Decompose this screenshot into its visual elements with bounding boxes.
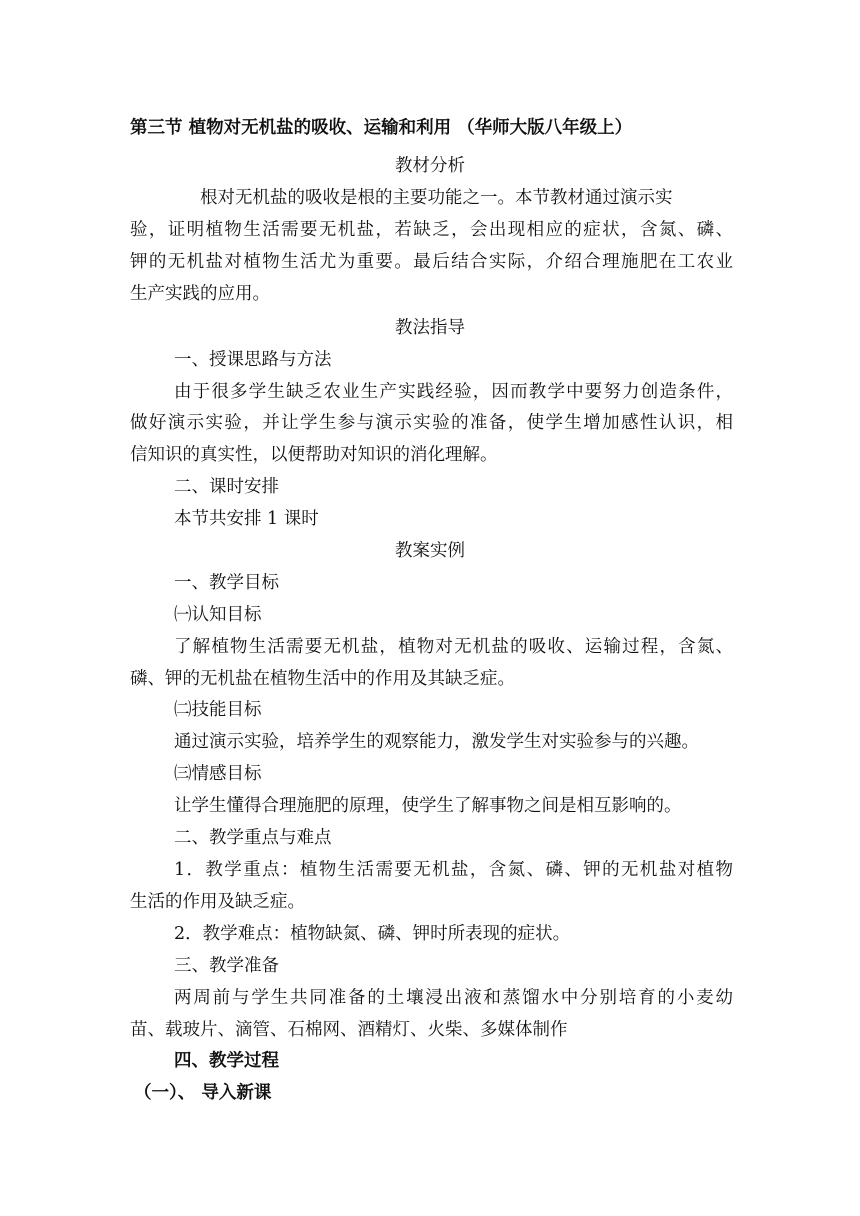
subheading: 三、教学准备 [174, 956, 279, 976]
paragraph-line: 根对无机盐的吸收是根的主要功能之一。本节教材通过演示实 [200, 188, 673, 208]
paragraph-line: 2．教学难点：植物缺氮、磷、钾时所表现的症状。 [174, 924, 571, 944]
document-title: 第三节 植物对无机盐的吸收、运输和利用 （华师大版八年级上） [130, 118, 633, 138]
section-heading-lesson-example: 教案实例 [395, 541, 465, 561]
paragraph-line: 通过演示实验，培养学生的观察能力，激发学生对实验参与的兴趣。 [174, 732, 699, 752]
goal-label: ㈡技能目标 [174, 700, 262, 720]
paragraph-line: 由于很多学生缺乏农业生产实践经验，因而教学中要努力创造条件， [174, 382, 733, 402]
paragraph-line: 生活的作用及缺乏症。 [130, 892, 305, 912]
paragraph-line: 信知识的真实性，以便帮助对知识的消化理解。 [130, 445, 498, 465]
paragraph-line: 1．教学重点：植物生活需要无机盐，含氮、磷、钾的无机盐对植物 [174, 860, 733, 880]
goal-label: ㈠认知目标 [174, 605, 262, 625]
subheading: 一、授课思路与方法 [174, 350, 332, 370]
paragraph-line: 生产实践的应用。 [130, 284, 270, 304]
paragraph-line: 验，证明植物生活需要无机盐，若缺乏，会出现相应的症状，含氮、磷、 [130, 220, 733, 240]
paragraph-line: 苗、载玻片、滴管、石棉网、酒精灯、火柴、多媒体制作 [130, 1020, 568, 1040]
subheading: 二、课时安排 [174, 477, 279, 497]
paragraph-line: 做好演示实验，并让学生参与演示实验的准备，使学生增加感性认识，相 [130, 413, 733, 433]
paragraph-line: 两周前与学生共同准备的土壤浸出液和蒸馏水中分别培育的小麦幼 [174, 988, 733, 1008]
subheading: 一、教学目标 [174, 573, 279, 593]
paragraph-line: 钾的无机盐对植物生活尤为重要。最后结合实际，介绍合理施肥在工农业 [130, 252, 733, 272]
paragraph-line: 了解植物生活需要无机盐，植物对无机盐的吸收、运输过程，含氮、 [174, 637, 733, 657]
paragraph-line: 让学生懂得合理施肥的原理，使学生了解事物之间是相互影响的。 [174, 796, 682, 816]
subheading-teaching-process: 四、教学过程 [174, 1051, 279, 1071]
section-heading-teaching-method: 教法指导 [395, 318, 465, 338]
subheading-introduce-new-lesson: （一）、 导入新课 [134, 1083, 272, 1103]
goal-label: ㈢情感目标 [174, 764, 262, 784]
section-heading-textbook-analysis: 教材分析 [395, 156, 465, 176]
subheading: 二、教学重点与难点 [174, 828, 332, 848]
paragraph-line: 磷、钾的无机盐在植物生活中的作用及其缺乏症。 [130, 669, 515, 689]
paragraph-line: 本节共安排 1 课时 [174, 509, 319, 529]
